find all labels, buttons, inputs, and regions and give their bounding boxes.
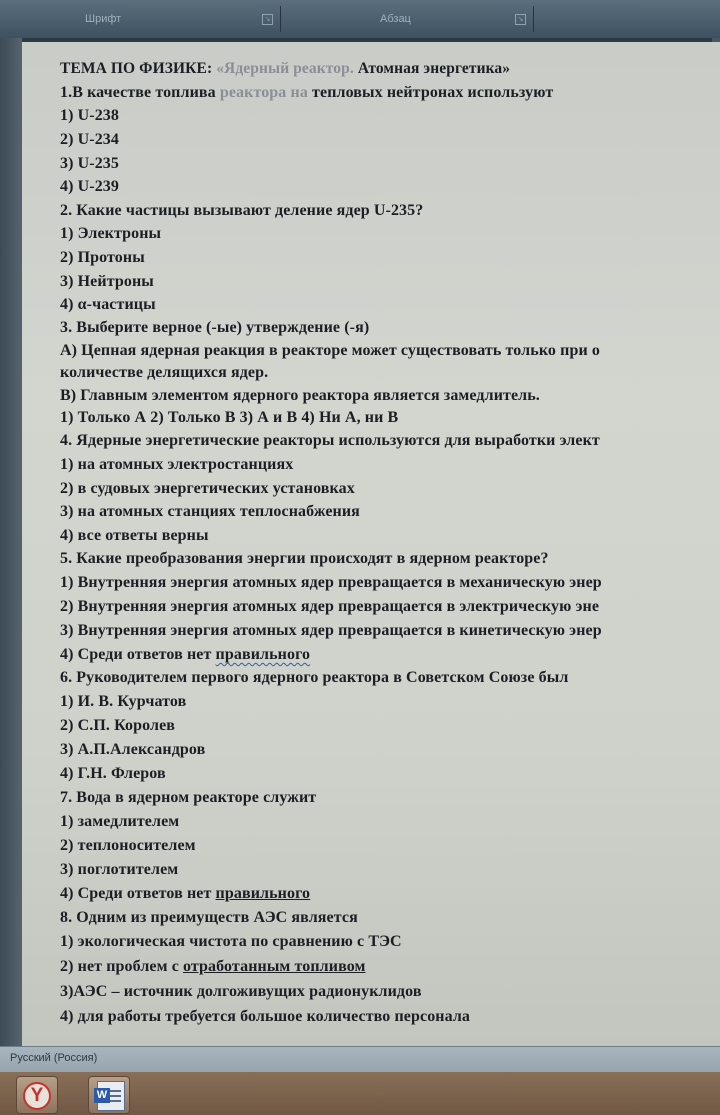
question-4-option-4: 4) все ответы верны	[60, 527, 209, 544]
paragraph-dialog-launcher-icon[interactable]: ↘	[515, 14, 526, 25]
question-6-option-3: 3) А.П.Александров	[60, 741, 206, 758]
question-1-option-3: 3) U-235	[60, 155, 120, 172]
taskbar-word-button[interactable]	[88, 1076, 130, 1114]
document-title: ТЕМА ПО ФИЗИКЕ: «Ядерный реактор. Атомная энергетика»	[60, 60, 511, 77]
word-icon-line	[110, 1090, 121, 1092]
question-4-option-2: 2) в судовых энергетических установках	[60, 480, 355, 497]
ribbon-separator	[280, 6, 281, 32]
question-1-option-4: 4) U-239	[60, 178, 120, 195]
question-3-statement-a-continued: количестве делящихся ядер.	[60, 364, 269, 381]
word-icon-line	[110, 1100, 121, 1102]
status-bar	[0, 1046, 720, 1073]
question-3: 3. Выберите верное (-ые) утверждение (-я)	[60, 319, 370, 336]
question-8: 8. Одним из преимуществ АЭС является	[60, 909, 358, 926]
question-8-option-1: 1) экологическая чистота по сравнению с ТЭС	[60, 933, 402, 950]
question-4: 4. Ядерные энергетические реакторы используются для выработки элект	[60, 432, 600, 449]
window-left-margin	[0, 38, 22, 1048]
language-indicator[interactable]: Русский (Россия)	[10, 1052, 98, 1064]
question-1-option-2: 2) U-234	[60, 131, 120, 148]
question-3-statement-a: А) Цепная ядерная реакция в реакторе может существовать только при о	[60, 342, 600, 359]
question-3-options: 1) Только А 2) Только В 3) А и В 4) Ни А, ни В	[60, 409, 399, 426]
taskbar-yandex-browser-button[interactable]	[16, 1076, 58, 1114]
question-8-option-4: 4) для работы требуется большое количество персонала	[60, 1008, 471, 1025]
ribbon-separator	[533, 6, 534, 32]
question-7-option-3: 3) поглотителем	[60, 861, 179, 878]
question-4-option-1: 1) на атомных электростанциях	[60, 456, 294, 473]
question-6: 6. Руководителем первого ядерного реактора в Советском Союзе был	[60, 669, 569, 686]
question-7-option-4: 4) Среди ответов нет правильного	[60, 885, 311, 902]
ribbon-group-font-label: Шрифт	[85, 13, 122, 25]
question-2: 2. Какие частицы вызывают деление ядер U-235?	[60, 202, 424, 219]
question-8-option-2: 2) нет проблем с отработанным топливом	[60, 958, 366, 975]
question-1-option-1: 1) U-238	[60, 107, 120, 124]
word-icon-letter: W	[94, 1088, 110, 1103]
question-6-option-4: 4) Г.Н. Флеров	[60, 765, 166, 782]
question-7: 7. Вода в ядерном реакторе служит	[60, 789, 317, 806]
question-6-option-1: 1) И. В. Курчатов	[60, 693, 187, 710]
question-5-option-4: 4) Среди ответов нет правильного	[60, 646, 311, 663]
question-2-option-2: 2) Протоны	[60, 249, 145, 266]
question-4-option-3: 3) на атомных станциях теплоснабжения	[60, 503, 360, 520]
document-page[interactable]	[22, 42, 720, 1046]
question-2-option-1: 1) Электроны	[60, 225, 162, 242]
question-5: 5. Какие преобразования энергии происходят в ядерном реакторе?	[60, 550, 549, 567]
question-2-option-4: 4) α-частицы	[60, 296, 156, 313]
ribbon	[0, 0, 720, 38]
question-8-option-3: 3)АЭС – источник долгоживущих радионуклидов	[60, 983, 422, 1000]
word-icon	[97, 1081, 125, 1111]
taskbar	[0, 1072, 720, 1115]
question-5-option-2: 2) Внутренняя энергия атомных ядер превращается в электрическую эне	[60, 598, 600, 615]
question-3-statement-b: В) Главным элементом ядерного реактора является замедлитель.	[60, 387, 540, 404]
question-5-option-1: 1) Внутренняя энергия атомных ядер превращается в механическую энер	[60, 574, 602, 591]
font-dialog-launcher-icon[interactable]: ↘	[262, 14, 273, 25]
question-7-option-2: 2) теплоносителем	[60, 837, 196, 854]
word-icon-line	[110, 1095, 121, 1097]
question-2-option-3: 3) Нейтроны	[60, 273, 154, 290]
question-1: 1.В качестве топлива реактора на тепловых нейтронах используют	[60, 84, 554, 101]
ribbon-group-paragraph-label: Абзац	[380, 13, 411, 25]
question-6-option-2: 2) С.П. Королев	[60, 717, 176, 734]
yandex-browser-icon: Y	[23, 1082, 51, 1110]
question-5-option-3: 3) Внутренняя энергия атомных ядер превращается в кинетическую энер	[60, 622, 602, 639]
question-7-option-1: 1) замедлителем	[60, 813, 180, 830]
